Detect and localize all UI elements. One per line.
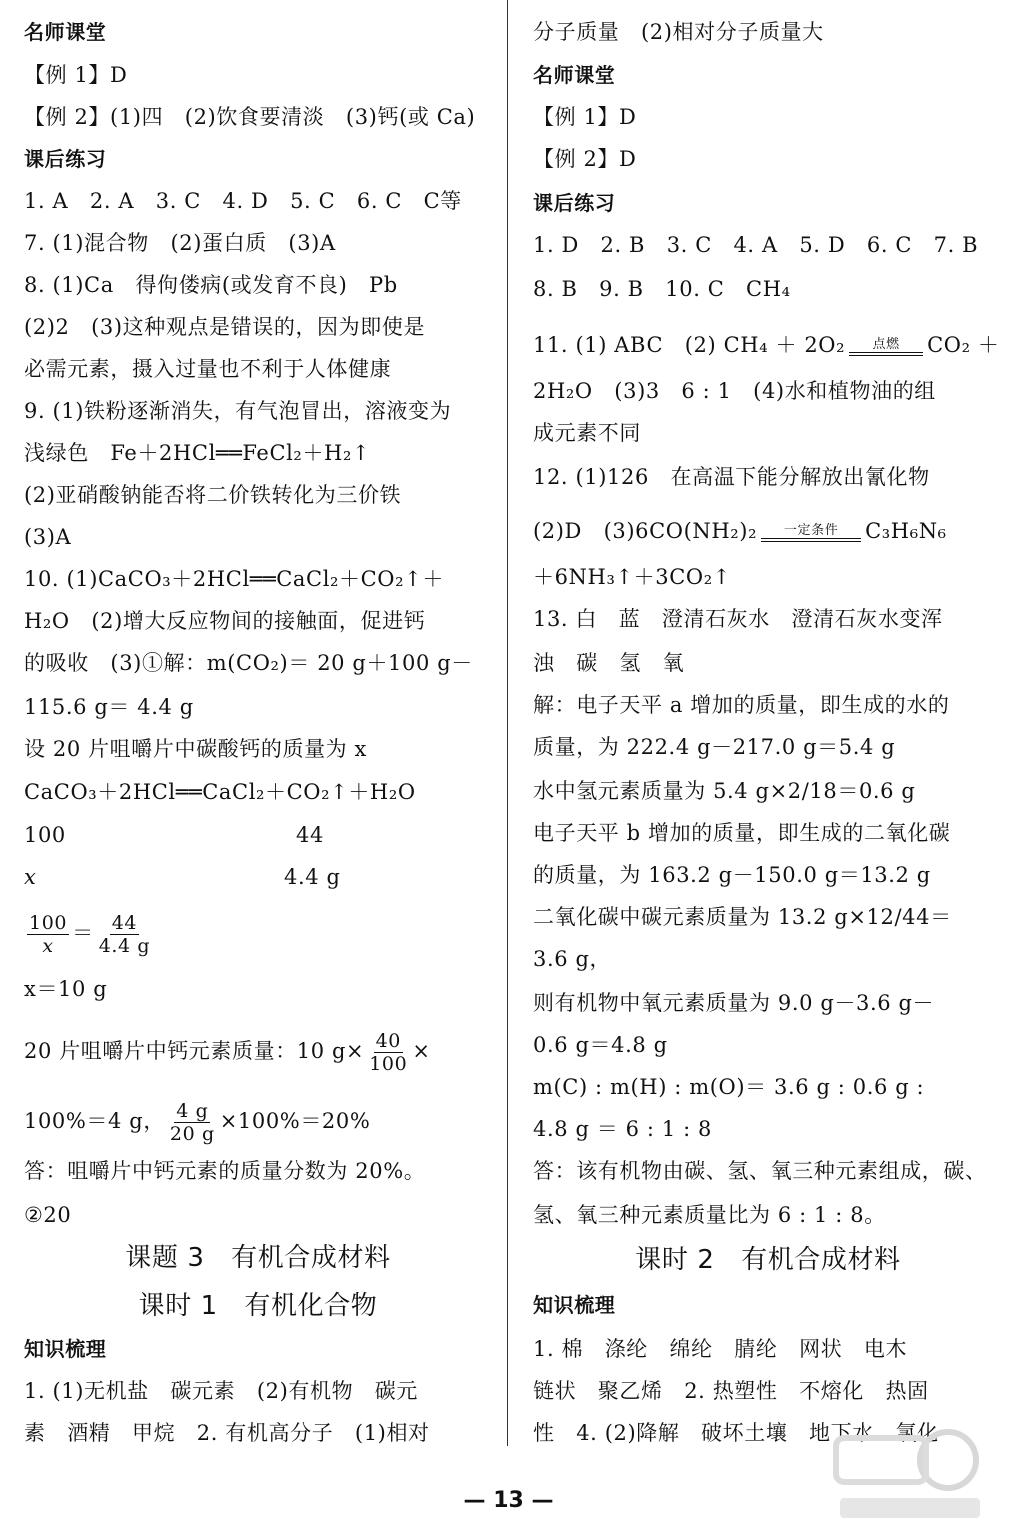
text-line: 水中氢元素质量为 5.4 g×2/18＝0.6 g (533, 779, 916, 803)
text-line: 【例 1】D (533, 105, 637, 129)
section-heading: 课后练习 (533, 191, 616, 215)
fraction: $\frac{100}{x}$ (29, 912, 68, 957)
equation-line: 10. (1)CaCO₃＋2HCl══CaCl₂＋CO₂↑＋ (24, 567, 444, 591)
text-line: 【例 1】D (24, 63, 128, 87)
answer-line: 答：该有机物由碳、氢、氧三种元素组成，碳、 (533, 1159, 987, 1183)
equation-line: 浅绿色 Fe＋2HCl══FeCl₂＋H₂↑ (24, 441, 371, 465)
fraction: $\frac{44}{4.4 g}$ (98, 912, 151, 957)
reaction-condition: 点燃 (849, 338, 923, 356)
text-line: 必需元素，摄入过量也不利于人体健康 (24, 357, 392, 381)
text-line: 设 20 片咀嚼片中碳酸钙的质量为 x (24, 737, 367, 761)
page-number: — 13 — (463, 1488, 554, 1513)
section-heading: 课后练习 (24, 147, 107, 171)
calculation-line: 20 片咀嚼片中钙元素质量：10 g× $\frac{40}{100}$ × (24, 1030, 431, 1075)
ratio-value: 44 (296, 823, 324, 847)
ratio-value: 4.4 g (284, 865, 341, 889)
section-heading: 知识梳理 (533, 1293, 616, 1317)
text-line: 成元素不同 (533, 421, 641, 445)
text-line: 1. A 2. A 3. C 4. D 5. C 6. C C等 (24, 189, 462, 213)
text-line: H₂O (2)增大反应物间的接触面，促进钙 (24, 609, 426, 633)
text-line: 1. 棉 涤纶 绵纶 腈纶 网状 电木 (533, 1337, 908, 1361)
calculation-line: 100%＝4 g， $\frac{4 g}{20 g}$ ×100%＝20% (24, 1100, 371, 1145)
ratio-value: 100 (24, 823, 66, 847)
fraction: $\frac{4 g}{20 g}$ (169, 1100, 215, 1145)
text-line: 分子质量 (2)相对分子质量大 (533, 20, 824, 44)
section-heading: 名师课堂 (24, 20, 107, 44)
equation-line: CaCO₃＋2HCl══CaCl₂＋CO₂↑＋H₂O (24, 780, 416, 804)
column-divider (507, 0, 508, 1446)
section-heading: 知识梳理 (24, 1337, 107, 1361)
text-line: 13. 白 蓝 澄清石灰水 澄清石灰水变浑 (533, 607, 943, 631)
text-line: 9. (1)铁粉逐渐消失，有气泡冒出，溶液变为 (24, 399, 452, 423)
text-line: 12. (1)126 在高温下能分解放出氰化物 (533, 465, 930, 489)
text-line: 链状 聚乙烯 2. 热塑性 不熔化 热固 (533, 1379, 929, 1403)
reaction-condition: 一定条件 (761, 524, 861, 542)
proportion-equation: $\frac{100}{x}$ ＝ $\frac{44}{4.4 g}$ (29, 912, 151, 957)
equation-line: 11. (1) ABC (2) CH₄ ＋ 2O₂ 点燃 CO₂ ＋ (533, 333, 1000, 357)
text-line: 1. D 2. B 3. C 4. A 5. D 6. C 7. B (533, 233, 979, 257)
ratio-value: x (24, 865, 37, 889)
watermark-logo (830, 1420, 990, 1528)
text-line: 【例 2】D (533, 147, 637, 171)
text-line: 2H₂O (3)3 6 : 1 (4)水和植物油的组 (533, 379, 936, 403)
text-line: ②20 (24, 1203, 72, 1227)
text-line: 3.6 g， (533, 947, 612, 971)
text-line: 0.6 g＝4.8 g (533, 1033, 668, 1057)
answer-line: 答：咀嚼片中钙元素的质量分数为 20%。 (24, 1159, 426, 1183)
text-line: 的吸收 (3)①解：m(CO₂)＝ 20 g＋100 g－ (24, 651, 473, 675)
text-line: 8. B 9. B 10. C CH₄ (533, 277, 791, 301)
text-line: 浊 碳 氢 氧 (533, 651, 685, 675)
text-line: 的质量，为 163.2 g－150.0 g＝13.2 g (533, 863, 931, 887)
text-line: 素 酒精 甲烷 2. 有机高分子 (1)相对 (24, 1421, 430, 1445)
equation-line: (2)D (3)6CO(NH₂)₂ 一定条件 C₃H₆N₆ (533, 519, 947, 543)
text-line: (2)2 (3)这种观点是错误的，因为即使是 (24, 315, 426, 339)
text-line: 二氧化碳中碳元素质量为 13.2 g×12/44＝ (533, 905, 952, 929)
lesson-title: 课时 1 有机化合物 (138, 1291, 378, 1321)
text-line: 8. (1)Ca 得佝偻病(或发育不良) Pb (24, 273, 398, 297)
text-line: (2)亚硝酸钠能否将二价铁转化为三价铁 (24, 483, 402, 507)
lesson-title: 课时 2 有机合成材料 (635, 1245, 901, 1275)
text-line: (3)A (24, 525, 72, 549)
text-line: 4.8 g ＝ 6 : 1 : 8 (533, 1117, 712, 1141)
text-line: 1. (1)无机盐 碳元素 (2)有机物 碳元 (24, 1379, 419, 1403)
text-line: 115.6 g＝ 4.4 g (24, 695, 194, 719)
text-line: 则有机物中氧元素质量为 9.0 g－3.6 g－ (533, 991, 935, 1015)
text-line: 质量，为 222.4 g－217.0 g＝5.4 g (533, 735, 896, 759)
text-line: 电子天平 b 增加的质量，即生成的二氧化碳 (533, 821, 951, 845)
text-line: x＝10 g (24, 977, 108, 1001)
chapter-title: 课题 3 有机合成材料 (125, 1243, 391, 1273)
answer-line: 氢、氧三种元素质量比为 6 : 1 : 8。 (533, 1203, 886, 1227)
text-line: 解：电子天平 a 增加的质量，即生成的水的 (533, 693, 950, 717)
text-line: m(C) : m(H) : m(O)＝ 3.6 g : 0.6 g : (533, 1075, 925, 1099)
equation-line: ＋6NH₃↑＋3CO₂↑ (533, 565, 731, 589)
text-line: 7. (1)混合物 (2)蛋白质 (3)A (24, 231, 336, 255)
fraction: $\frac{40}{100}$ (369, 1030, 408, 1075)
text-line: 性 4. (2)降解 破坏土壤 地下水 氯化 (533, 1421, 939, 1445)
text-line: 【例 2】(1)四 (2)饮食要清淡 (3)钙(或 Ca) (24, 105, 476, 129)
section-heading: 名师课堂 (533, 63, 616, 87)
